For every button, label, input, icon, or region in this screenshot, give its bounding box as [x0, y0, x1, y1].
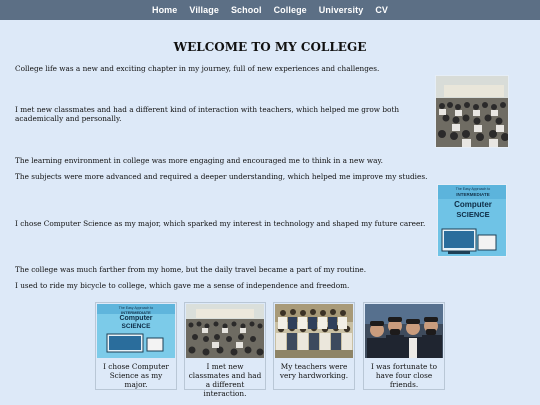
- card-caption: My teachers were very hardworking.: [279, 362, 349, 380]
- card-book-subtitle: INTERMEDIATE: [121, 310, 151, 315]
- card-friends-image: [365, 304, 443, 358]
- card-book-top-text: The Easy Approach to: [118, 306, 154, 310]
- gallery-card-teachers[interactable]: [273, 302, 355, 390]
- book-cover-title-line1: Computer: [454, 200, 492, 209]
- paragraph-intro: College life was a new and exciting chapter in my journey, full of new experiences and challenges.: [15, 64, 380, 73]
- nav-link-university[interactable]: University: [318, 5, 364, 15]
- page-title: WELCOME TO MY COLLEGE: [173, 40, 367, 54]
- nav-link-cv[interactable]: CV: [375, 5, 389, 15]
- nav-link-village[interactable]: Village: [189, 5, 219, 15]
- nav-link-home[interactable]: Home: [151, 5, 178, 15]
- book-cover-subtitle: INTERMEDIATE: [456, 192, 490, 197]
- paragraph-major: I chose Computer Science as my major, which sparked my interest in technology and shaped my future career.: [15, 219, 426, 228]
- card-classmates-image: [186, 304, 264, 358]
- top-nav: [0, 0, 540, 20]
- nav-link-school[interactable]: School: [230, 5, 262, 15]
- card-book-title-line2: SCIENCE: [121, 323, 151, 330]
- paragraph-environment: The learning environment in college was more engaging and encouraged me to think in a new way.: [15, 156, 383, 165]
- card-book-image: [97, 304, 175, 358]
- paragraph-classmates: I met new classmates and had a different kind of interaction with teachers, which helped me grow both academically and personally.: [15, 105, 400, 123]
- card-caption: I met new classmates and had a different interaction.: [188, 362, 262, 398]
- card-teachers-image: [275, 304, 353, 358]
- card-caption: I chose Computer Science as my major.: [103, 362, 169, 389]
- classmates-photo: [435, 75, 509, 148]
- book-cover-title-line2: SCIENCE: [456, 210, 490, 219]
- paragraph-bicycle: I used to ride my bicycle to college, which gave me a sense of independence and freedom.: [15, 281, 350, 290]
- nav-link-college[interactable]: College: [273, 5, 307, 15]
- computer-science-book-cover: [437, 184, 507, 257]
- gallery-card-friends[interactable]: [363, 302, 445, 390]
- card-caption: I was fortunate to have four close friends.: [370, 362, 438, 389]
- card-book-title-line1: Computer: [119, 315, 153, 322]
- gallery-card-classmates[interactable]: [184, 302, 266, 398]
- paragraph-travel: The college was much farther from my home, but the daily travel became a part of my routine.: [15, 265, 367, 274]
- paragraph-subjects: The subjects were more advanced and required a deeper understanding, which helped me improve my studies.: [15, 172, 428, 181]
- gallery-card-major[interactable]: [95, 302, 177, 390]
- book-cover-top-text: The Easy Approach to: [455, 187, 491, 191]
